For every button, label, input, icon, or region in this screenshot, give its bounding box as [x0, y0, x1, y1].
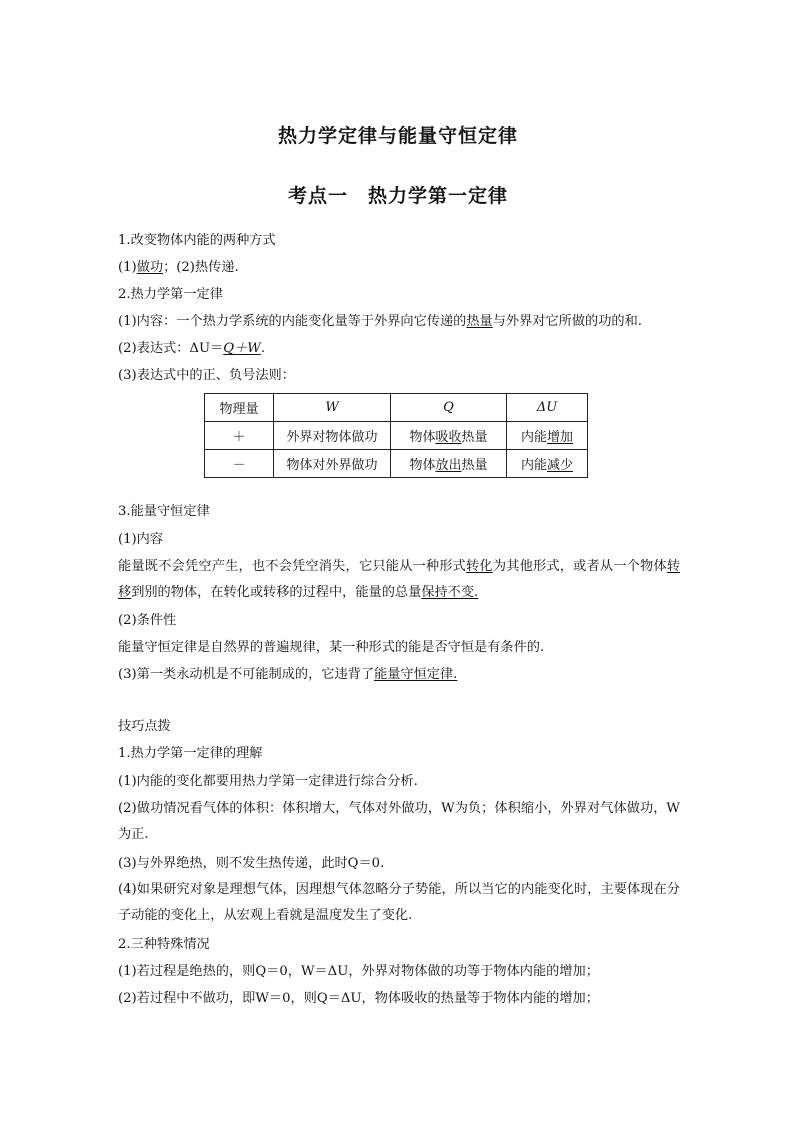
table-cell: － [205, 450, 274, 478]
table-cell: 外界对物体做功 [274, 422, 391, 450]
blank-answer: 转移 [118, 559, 681, 600]
tips-sub-first-law: 1.热力学第一定律的理解 [118, 746, 263, 761]
tips-heading: 技巧点拨 [118, 719, 171, 734]
table-cell: 内能增加 [507, 422, 588, 450]
sign-rule-intro: (3)表达式中的正、负号法则： [118, 368, 295, 383]
table-cell: 物体对外界做功 [274, 450, 391, 478]
tips-sub-special-cases: 2.三种特殊情况 [118, 937, 210, 952]
table-cell: 内能减少 [507, 450, 588, 478]
tips-case: (1)若过程是绝热的，则Q＝0，W＝ΔU，外界对物体做的功等于物体内能的增加； [118, 964, 599, 979]
conservation-content: 能量既不会凭空产生，也不会凭空消失，它只能从一种形式转化为其他形式，或者从一个物体转移到别的物体，在转化或转移的过程中，能量的总量保持不变. [118, 559, 681, 600]
first-law-content: (1)内容：一个热力学系统的内能变化量等于外界向它传递的热量与外界对它所做的功的和. [118, 314, 643, 329]
heading-energy-conservation: 3.能量守恒定律 [118, 504, 210, 519]
blank-answer: 做功 [136, 260, 164, 275]
table-cell: ＋ [205, 422, 274, 450]
perpetual-motion-line: (3)第一类永动机是不可能制成的，它违背了能量守恒定律. [118, 667, 458, 682]
blank-answer: 增加 [547, 430, 574, 445]
blank-answer: 保持不变. [421, 585, 479, 600]
table-cell: 物体放出热量 [391, 450, 507, 478]
table-header-cell: Q [391, 394, 507, 422]
blank-answer: 放出 [435, 458, 462, 473]
tips-item: (2)做功情况看气体的体积：体积增大，气体对外做功，W为负；体积缩小，外界对气体做功，W为正. [118, 801, 680, 842]
blank-answer: 转化 [466, 559, 493, 574]
conservation-condition-text: 能量守恒定律是自然界的普遍规律，某一种形式的能是否守恒是有条件的. [118, 640, 545, 655]
blank-answer: Q＋W [223, 341, 261, 356]
table-header-cell: 物理量 [205, 394, 274, 422]
table-header-cell: ΔU [507, 394, 588, 422]
tips-item: (3)与外界绝热，则不发生热传递，此时Q＝0. [118, 856, 385, 871]
sign-convention-table [204, 393, 588, 478]
tips-item: (4)如果研究对象是理想气体，因理想气体忽略分子势能，所以当它的内能变化时，主要体现在分子动能的变化上，从宏观上看就是温度发生了变化. [118, 882, 680, 923]
first-law-expression: (2)表达式：ΔU＝Q＋W. [118, 341, 266, 356]
blank-answer: 吸收 [435, 430, 462, 445]
tips-item: (1)内能的变化都要用热力学第一定律进行综合分析. [118, 774, 418, 789]
conservation-content-label: (1)内容 [118, 532, 164, 547]
table-row [205, 422, 588, 450]
heading-first-law: 2.热力学第一定律 [118, 287, 223, 302]
section-title: 考点一 热力学第一定律 [287, 185, 508, 207]
blank-answer: 热量 [466, 314, 493, 329]
blank-answer: 减少 [547, 458, 574, 473]
table-row [205, 450, 588, 478]
table-cell: 物体吸收热量 [391, 422, 507, 450]
methods-line: (1)做功；(2)热传递. [118, 260, 239, 275]
document-title: 热力学定律与能量守恒定律 [277, 125, 518, 147]
heading-internal-energy-methods: 1.改变物体内能的两种方式 [118, 233, 276, 248]
conservation-condition-label: (2)条件性 [118, 613, 177, 628]
blank-answer: 能量守恒定律. [374, 667, 458, 682]
tips-case: (2)若过程中不做功，即W＝0，则Q＝ΔU，物体吸收的热量等于物体内能的增加； [118, 991, 599, 1006]
table-header-row [205, 394, 588, 422]
table-header-cell: W [274, 394, 391, 422]
